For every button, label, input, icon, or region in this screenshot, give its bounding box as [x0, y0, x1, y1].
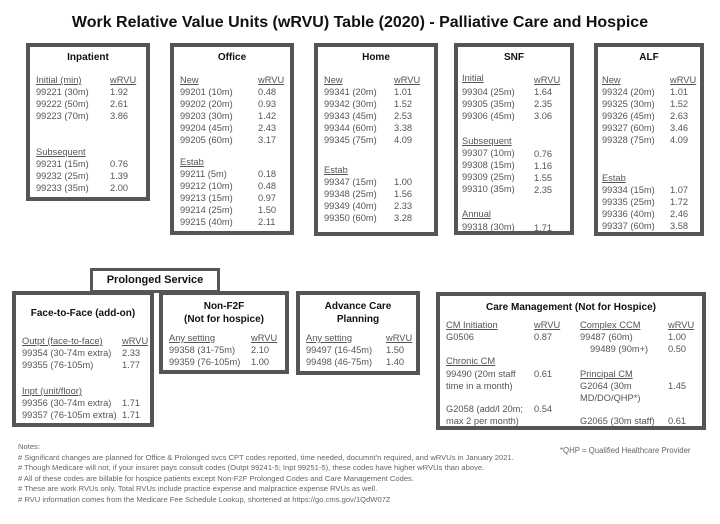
- note-line: # Though Medicare will not, if your insurer pays consult codes (Outpt 99241-5; Inpt 99251-5), these codes have higher wRVUs than above.: [18, 463, 485, 473]
- inpatient-subsequent-label: Subsequent: [36, 147, 86, 157]
- table-row-code: 99335 (25m): [602, 197, 655, 207]
- office-new-label: New: [180, 75, 199, 85]
- table-row-code: 99307 (10m): [462, 148, 515, 158]
- table-row-value: 2.33: [122, 348, 141, 358]
- acp-heading: Advance Care: [324, 301, 392, 312]
- alf-heading: ALF: [639, 52, 659, 63]
- advance-care-planning-box: [296, 291, 420, 375]
- snf-subsequent-label: Subsequent: [462, 136, 512, 146]
- snf-annual-label: Annual: [462, 209, 491, 219]
- table-row-code: 99324 (20m): [602, 87, 655, 97]
- table-row-code: 99355 (76-105m): [22, 360, 94, 370]
- table-row-code: 99347 (15m): [324, 177, 377, 187]
- table-row-value: 0.61: [668, 416, 687, 426]
- table-row-value: 3.28: [394, 213, 413, 223]
- table-row-code: 99349 (40m): [324, 201, 377, 211]
- note-line: # RVU information comes from the Medicare Fee Schedule Lookup, shortened at https://go.cms.gov/1QdW07Z: [18, 494, 391, 504]
- table-row-code: 99202 (20m): [180, 99, 233, 109]
- home-box: [314, 43, 438, 236]
- snf-heading: SNF: [504, 52, 524, 63]
- table-row-code: 99304 (25m): [462, 87, 515, 97]
- table-row-code: 99487 (60m): [580, 332, 633, 342]
- table-row-value: 1.16: [534, 161, 553, 171]
- page-title: Work Relative Value Units (wRVU) Table (2020) - Palliative Care and Hospice: [71, 14, 649, 31]
- non-f2f-subheading: (Not for hospice): [184, 314, 264, 325]
- cm-initiation-label: CM Initiation: [446, 320, 498, 330]
- table-row-value: 1.40: [386, 357, 405, 367]
- table-row-value: 1.07: [670, 185, 689, 195]
- inpatient-box: [26, 43, 150, 201]
- note-line: # All of these codes are billable for hospice patients except Non-F2F Prolonged Codes and Care Management Codes.: [18, 473, 414, 483]
- table-row-code: G2065 (30m staff): [580, 416, 655, 426]
- table-row-value: 1.64: [534, 87, 553, 97]
- qhp-footnote: *QHP = Qualified Healthcare Provider: [560, 446, 691, 455]
- table-row-code: 99201 (10m): [180, 87, 233, 97]
- table-row-value: 0.76: [110, 159, 129, 169]
- table-row-code: 99359 (76-105m): [169, 357, 241, 367]
- table-row-code: 99318 (30m): [462, 222, 515, 232]
- table-row-code: 99343 (45m): [324, 111, 377, 121]
- table-row-value: 1.92: [110, 87, 129, 97]
- table-row-code-cont: MD/DO/QHP*): [580, 393, 641, 403]
- table-row-value: 1.56: [394, 189, 413, 199]
- table-row-code: G2058 (add/l 20m;: [446, 404, 524, 414]
- table-row-code: 99342 (30m): [324, 99, 377, 109]
- alf-new-label: New: [602, 75, 621, 85]
- table-row-value: 2.11: [258, 217, 276, 227]
- table-row-value: 2.63: [670, 111, 689, 121]
- table-row-value: 1.00: [251, 357, 270, 367]
- table-row-code: 99358 (31-75m): [169, 345, 236, 355]
- table-row-value: 0.76: [534, 149, 553, 159]
- table-row-code: 99221 (30m): [36, 87, 89, 97]
- table-row-code: 99328 (75m): [602, 135, 655, 145]
- face-outpt-label: Outpt (face-to-face): [22, 336, 103, 346]
- inpatient-initial-label: Initial (min): [36, 75, 82, 85]
- home-estab-label: Estab: [324, 165, 348, 175]
- table-row-value: 0.93: [258, 99, 277, 109]
- table-row-code: 99305 (35m): [462, 99, 515, 109]
- table-row-value: 1.00: [668, 332, 687, 342]
- table-row-code: 99354 (30-74m extra): [22, 348, 112, 358]
- alf-wrvu-label: wRVU: [670, 75, 697, 85]
- snf-initial-label: Initial: [462, 73, 484, 83]
- inpatient-wrvu-label: wRVU: [110, 75, 137, 85]
- acp-subheading: Planning: [336, 314, 380, 325]
- care-management-box: [436, 292, 706, 430]
- notes: [18, 442, 514, 506]
- table-row-value: 1.39: [110, 171, 129, 181]
- non-f2f-box: [159, 291, 289, 374]
- table-row-value: 2.46: [670, 209, 689, 219]
- table-row-value: 2.00: [110, 183, 129, 193]
- prolonged-service-label: Prolonged Service: [90, 268, 220, 293]
- table-row-value: 0.48: [258, 87, 277, 97]
- table-row-value: 2.35: [534, 99, 553, 109]
- table-row-code: 99204 (45m): [180, 123, 233, 133]
- alf-estab-label: Estab: [602, 173, 626, 183]
- table-row-code: 99325 (30m): [602, 99, 655, 109]
- cm-wrvu-label-2: wRVU: [668, 320, 695, 330]
- cm-wrvu-label: wRVU: [534, 320, 561, 330]
- table-row-value: 3.17: [258, 135, 277, 145]
- office-heading: Office: [217, 52, 247, 63]
- table-row-code: 99215 (40m): [180, 217, 233, 227]
- table-row-value: 3.58: [670, 221, 689, 231]
- table-row-value: 1.52: [670, 99, 689, 109]
- table-row-value: 2.10: [251, 345, 270, 355]
- table-row-value: 1.50: [258, 205, 277, 215]
- table-row-code: 99308 (15m): [462, 160, 515, 170]
- cm-complex-label: Complex CCM: [580, 320, 641, 330]
- table-row-code: 99341 (20m): [324, 87, 377, 97]
- table-row-value: 1.42: [258, 111, 277, 121]
- table-row-code: 99348 (25m): [324, 189, 377, 199]
- table-row-code: 99345 (75m): [324, 135, 377, 145]
- table-row-code: 99490 (20m staff: [446, 369, 516, 379]
- acp-any-label: Any setting: [306, 333, 352, 343]
- table-row-code: 99497 (16-45m): [306, 345, 373, 355]
- home-new-label: New: [324, 75, 343, 85]
- office-estab-label: Estab: [180, 157, 204, 167]
- table-row-value: 4.09: [670, 135, 689, 145]
- table-row-code: 99326 (45m): [602, 111, 655, 121]
- table-row-code: 99327 (60m): [602, 123, 655, 133]
- care-management-heading: Care Management (Not for Hospice): [485, 302, 657, 313]
- table-row-value: 2.33: [394, 201, 413, 211]
- face-inpt-label: Inpt (unit/floor): [22, 386, 82, 396]
- table-row-value: 1.00: [394, 177, 413, 187]
- table-row-code-cont: time in a month): [446, 381, 513, 391]
- non-f2f-heading: Non-F2F: [203, 301, 245, 312]
- table-row-code: 99350 (60m): [324, 213, 377, 223]
- acp-wrvu-label: wRVU: [386, 333, 413, 343]
- table-row-value: 0.50: [668, 344, 687, 354]
- table-row-value: 1.71: [122, 398, 141, 408]
- table-row-value: 3.06: [534, 111, 553, 121]
- table-row-code: 99310 (35m): [462, 184, 515, 194]
- table-row-code: 99223 (70m): [36, 111, 89, 121]
- table-row-value: 1.71: [534, 223, 553, 233]
- table-row-value: 2.53: [394, 111, 413, 121]
- table-row-code: 99337 (60m): [602, 221, 655, 231]
- table-row-code: 99205 (60m): [180, 135, 233, 145]
- table-row-value: 0.48: [258, 181, 277, 191]
- table-row-value: 0.54: [534, 404, 553, 414]
- table-row-value: 1.77: [122, 360, 141, 370]
- table-row-code: 99306 (45m): [462, 111, 515, 121]
- snf-wrvu-label: wRVU: [534, 75, 561, 85]
- table-row-code: 99233 (35m): [36, 183, 89, 193]
- note-line: # These are work RVUs only. Total RVUs include practice expense and malpractice expense RVUs as well.: [18, 484, 378, 494]
- table-row-code: G0506: [446, 332, 474, 342]
- face-to-face-heading: Face-to-Face (add-on): [30, 308, 136, 319]
- table-row-value: 0.18: [258, 169, 277, 179]
- snf-box: [454, 43, 574, 235]
- table-row-value: 1.45: [668, 381, 687, 391]
- table-row-code: 99489 (90m+): [590, 344, 649, 354]
- table-row-code: 99356 (30-74m extra): [22, 398, 112, 408]
- table-row-value: 3.46: [670, 123, 689, 133]
- table-row-value: 4.09: [394, 135, 413, 145]
- table-row-code: G2064 (30m: [580, 381, 632, 391]
- cm-principal-label: Principal CM: [580, 369, 633, 379]
- table-row-value: 0.61: [534, 369, 553, 379]
- table-row-value: 2.61: [110, 99, 129, 109]
- table-row-value: 0.87: [534, 332, 553, 342]
- table-row-code: 99212 (10m): [180, 181, 233, 191]
- table-row-code: 99344 (60m): [324, 123, 377, 133]
- table-row-value: 1.71: [122, 410, 141, 420]
- home-wrvu-label: wRVU: [394, 75, 421, 85]
- non-f2f-wrvu-label: wRVU: [251, 333, 278, 343]
- table-row-value: 1.01: [394, 87, 413, 97]
- table-row-value: 1.50: [386, 345, 405, 355]
- cm-chronic-label: Chronic CM: [446, 356, 496, 366]
- table-row-code: 99334 (15m): [602, 185, 655, 195]
- table-row-code: 99357 (76-105m extra): [22, 410, 117, 420]
- table-row-value: 1.55: [534, 173, 553, 183]
- table-row-value: 2.43: [258, 123, 277, 133]
- alf-box: [594, 43, 704, 236]
- office-wrvu-label: wRVU: [258, 75, 285, 85]
- notes-heading: Notes:: [18, 442, 40, 451]
- face-to-face-box: [12, 291, 154, 427]
- table-row-code: 99203 (30m): [180, 111, 233, 121]
- table-row-code: 99336 (40m): [602, 209, 655, 219]
- table-row-value: 1.72: [670, 197, 689, 207]
- table-row-code: 99231 (15m): [36, 159, 89, 169]
- table-row-value: 1.01: [670, 87, 689, 97]
- face-wrvu-label: wRVU: [122, 336, 149, 346]
- table-row-code: 99211 (5m): [180, 169, 227, 179]
- table-row-code: 99214 (25m): [180, 205, 233, 215]
- table-row-value: 1.52: [394, 99, 413, 109]
- home-heading: Home: [362, 52, 390, 63]
- table-row-value: 0.97: [258, 193, 277, 203]
- table-row-code: 99498 (46-75m): [306, 357, 373, 367]
- inpatient-heading: Inpatient: [67, 52, 109, 63]
- table-row-value: 3.38: [394, 123, 413, 133]
- table-row-value: 2.35: [534, 185, 553, 195]
- table-row-code: 99213 (15m): [180, 193, 233, 203]
- office-box: [170, 43, 294, 235]
- note-line: # Significant changes are planned for Office & Prolonged svcs CPT codes reported, time needed, documnt'n required, and wRVUs in January 2021.: [18, 452, 514, 462]
- table-row-code: 99222 (50m): [36, 99, 89, 109]
- table-row-code: 99232 (25m): [36, 171, 89, 181]
- table-row-code: 99309 (25m): [462, 172, 515, 182]
- table-row-code-cont: max 2 per month): [446, 416, 519, 426]
- non-f2f-any-label: Any setting: [169, 333, 215, 343]
- table-row-value: 3.86: [110, 111, 129, 121]
